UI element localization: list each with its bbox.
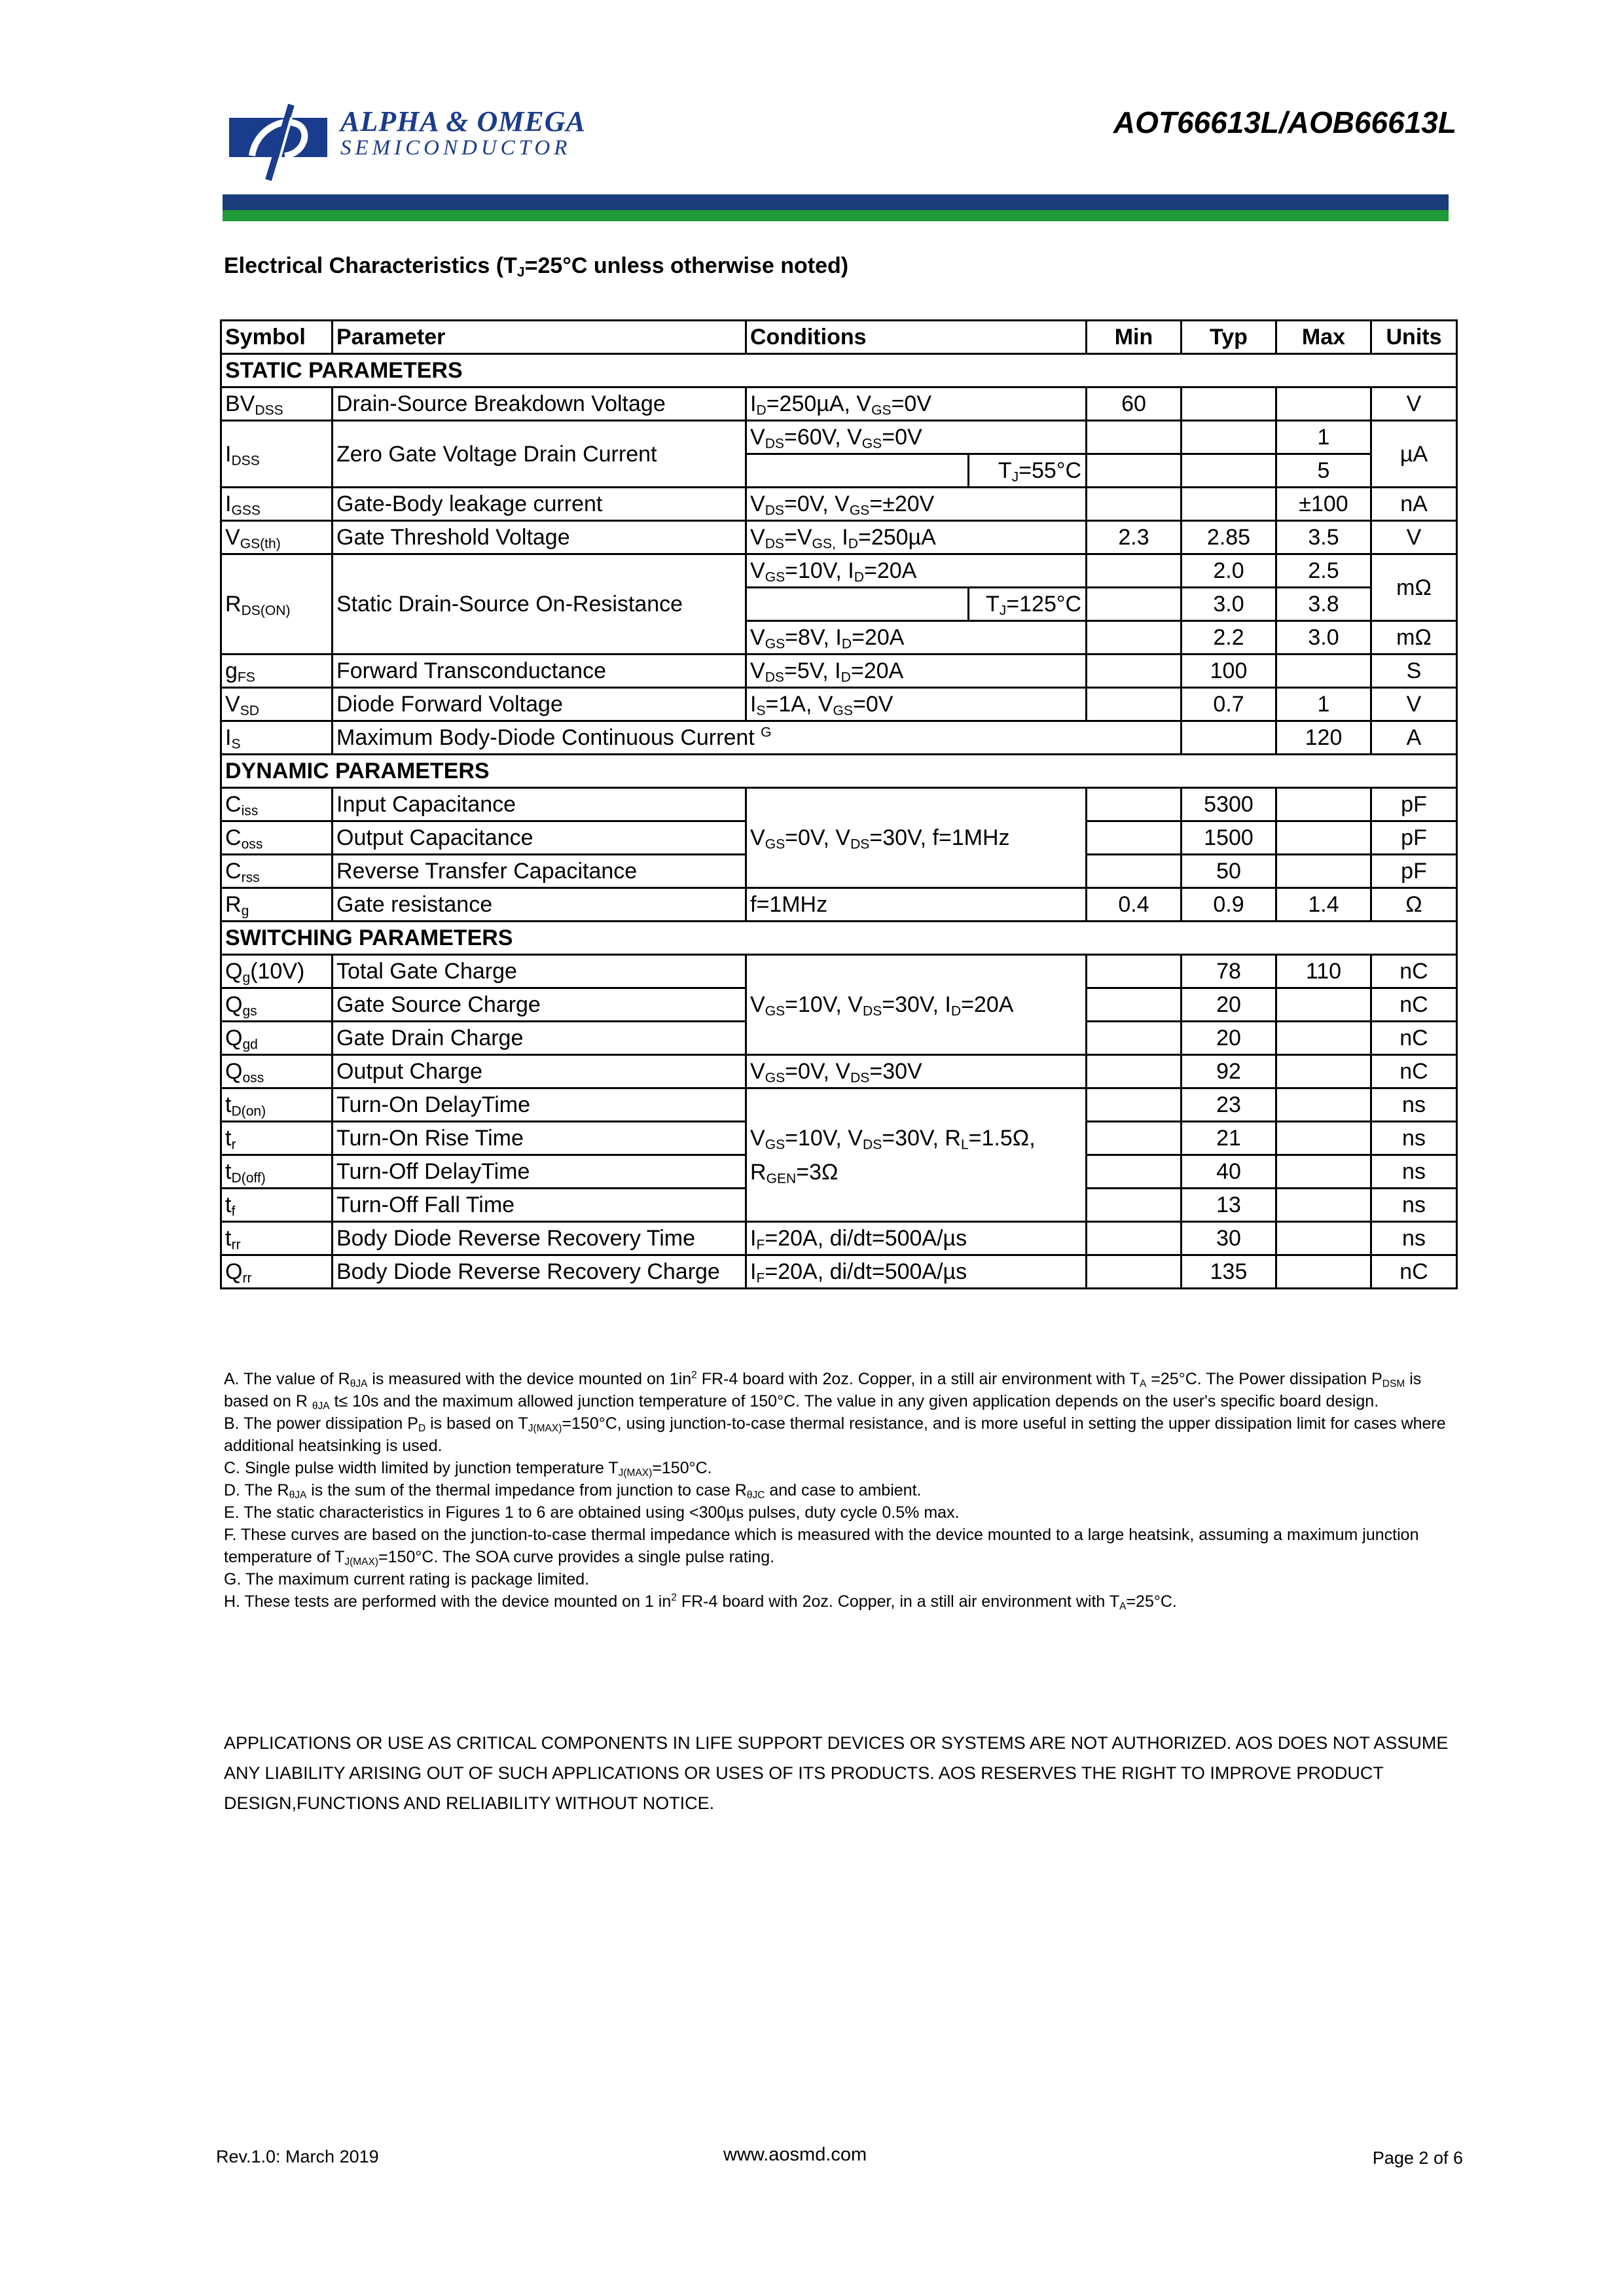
symbol: $R_g$ (221, 888, 333, 922)
table-row (221, 1088, 1457, 1122)
max: 3.8 (1276, 588, 1371, 621)
logo-subtitle: SEMICONDUCTOR (340, 136, 571, 160)
conditions: $V_{DS}=5V$, $I_D=20A$ (746, 655, 1087, 688)
section-title: Electrical Characteristics ($T_J=25^\circ C$ unless otherwise noted) (224, 253, 849, 280)
table-row (221, 1055, 1457, 1088)
unit: V (1371, 688, 1457, 721)
parameter: Diode Forward Voltage (333, 688, 746, 721)
typ: 0.9 (1182, 888, 1276, 922)
table-row (221, 688, 1457, 721)
table-row (221, 1222, 1457, 1255)
typ: 2.85 (1182, 521, 1276, 554)
max: ±100 (1276, 488, 1371, 521)
note-a: A. The value of $R_{\theta JA}$ is measured with the device mounted on $1in^2$ FR-4 board with 2oz. Copper, in a still air environment with $T_A =25^\circ C$. The Power dissipation $P_{DSM}$ is based on R $_{\theta JA}$ t≤ 10s and the maximum allowed junction temperature of 150°C. The value in any given application depends on the user's specific board design. (224, 1369, 1422, 1412)
symbol: $C_{rss}$ (221, 855, 333, 888)
parameter: Gate-Body leakage current (333, 488, 746, 521)
note-h: H. These tests are performed with the device mounted on 1 $in^2$ FR-4 board with 2oz. Copper, in a still air environment with $T_A=25^\circ C$. (224, 1592, 1177, 1612)
conditions: $V_{DS}=0V$, $V_{GS}=\pm 20V$ (746, 488, 1087, 521)
unit: V (1371, 521, 1457, 554)
max: 110 (1276, 955, 1371, 988)
conditions: $V_{GS}=0V$, $V_{DS}=30V$ (746, 1055, 1087, 1088)
typ: 2.0 (1182, 554, 1276, 588)
conditions: $V_{GS}=10V$, $I_D=20A$ (746, 554, 1087, 588)
unit: mΩ (1371, 554, 1457, 621)
unit: pF (1371, 788, 1457, 821)
website-link[interactable]: www.aosmd.com (723, 2144, 867, 2165)
symbol: $t_{D(on)}$ (221, 1088, 333, 1122)
symbol: $BV_{DSS}$ (221, 387, 333, 421)
logo-name: ALPHA & OMEGA (340, 105, 586, 137)
note-c: C. Single pulse width limited by junction temperature $T_{J(MAX)}=150^\circ C$. (224, 1459, 712, 1479)
typ: 20 (1182, 988, 1276, 1022)
symbol: $t_r$ (221, 1122, 333, 1155)
typ: 50 (1182, 855, 1276, 888)
header-bar-green (223, 210, 1449, 221)
symbol: $R_{DS(ON)}$ (221, 554, 333, 655)
header-bar-blue (223, 194, 1449, 210)
header-symbol: Symbol (221, 321, 333, 354)
table-row (221, 554, 1457, 588)
typ: 23 (1182, 1088, 1276, 1122)
max: 3.0 (1276, 621, 1371, 655)
typ: 13 (1182, 1189, 1276, 1222)
table-row (221, 1255, 1457, 1289)
typ: 21 (1182, 1122, 1276, 1155)
conditions: $I_D=250\mu A$, $V_{GS}=0V$ (746, 387, 1087, 421)
note-e: E. The static characteristics in Figures 1 to 6 are obtained using <300µs pulses, duty cycle 0.5% max. (224, 1503, 960, 1522)
unit: nA (1371, 488, 1457, 521)
parameter: Body Diode Reverse Recovery Time (333, 1222, 746, 1255)
max: 3.5 (1276, 521, 1371, 554)
max (1276, 387, 1371, 421)
parameter: Body Diode Reverse Recovery Charge (333, 1255, 746, 1289)
parameter: Reverse Transfer Capacitance (333, 855, 746, 888)
symbol: $I_{GSS}$ (221, 488, 333, 521)
unit: pF (1371, 855, 1457, 888)
symbol: $Q_{rr}$ (221, 1255, 333, 1289)
table-row (221, 387, 1457, 421)
parameter: Gate Drain Charge (333, 1022, 746, 1055)
table-row (221, 655, 1457, 688)
page-number: Page 2 of 6 (1372, 2148, 1463, 2168)
table-row (221, 521, 1457, 554)
header-min: Min (1087, 321, 1182, 354)
header-units: Units (1371, 321, 1457, 354)
symbol: $V_{GS(th)}$ (221, 521, 333, 554)
typ: 5300 (1182, 788, 1276, 821)
conditions: $V_{GS}=0V$, $V_{DS}=30V$, f=1MHz (746, 788, 1087, 888)
symbol: $Q_{oss}$ (221, 1055, 333, 1088)
typ: 2.2 (1182, 621, 1276, 655)
parameter: Turn-Off Fall Time (333, 1189, 746, 1222)
parameter: Turn-On DelayTime (333, 1088, 746, 1122)
symbol: $t_f$ (221, 1189, 333, 1222)
header-max: Max (1276, 321, 1371, 354)
conditions: $V_{GS}=10V$, $V_{DS}=30V$, $I_D=20A$ (746, 955, 1087, 1055)
company-logo (229, 98, 635, 183)
section-static: STATIC PARAMETERS (221, 354, 1457, 387)
max: 5 (1276, 454, 1371, 488)
conditions: $I_F=20A$, di/dt=500A/µs (746, 1222, 1087, 1255)
unit: ns (1371, 1155, 1457, 1189)
max: 120 (1276, 721, 1371, 755)
unit: mΩ (1371, 621, 1457, 655)
symbol: $C_{oss}$ (221, 821, 333, 855)
typ: 40 (1182, 1155, 1276, 1189)
typ: 3.0 (1182, 588, 1276, 621)
symbol: $I_S$ (221, 721, 333, 755)
parameter: Turn-On Rise Time (333, 1122, 746, 1155)
header-typ: Typ (1182, 321, 1276, 354)
note-d: D. The $R_{\theta JA}$ is the sum of the thermal impedance from junction to case $R_{\theta JC}$ and case to ambient. (224, 1481, 922, 1501)
parameter: Output Capacitance (333, 821, 746, 855)
section-dynamic: DYNAMIC PARAMETERS (221, 755, 1457, 788)
symbol: $V_{SD}$ (221, 688, 333, 721)
unit: ns (1371, 1222, 1457, 1255)
conditions: $V_{GS}=10V$, $V_{DS}=30V$, $R_L=1.5\Omega$, $R_{GEN}=3\Omega$ (746, 1088, 1087, 1222)
section-switching: SWITCHING PARAMETERS (221, 922, 1457, 955)
unit: ns (1371, 1189, 1457, 1222)
typ: 92 (1182, 1055, 1276, 1088)
typ (1182, 387, 1276, 421)
note-g: G. The maximum current rating is package limited. (224, 1570, 590, 1588)
min: 2.3 (1087, 521, 1182, 554)
electrical-characteristics-table (220, 319, 1458, 1289)
unit: ns (1371, 1122, 1457, 1155)
parameter: Gate Threshold Voltage (333, 521, 746, 554)
typ: 78 (1182, 955, 1276, 988)
unit: ns (1371, 1088, 1457, 1122)
table-row (221, 721, 1457, 755)
max: 1 (1276, 421, 1371, 454)
parameter: Output Charge (333, 1055, 746, 1088)
unit: µA (1371, 421, 1457, 488)
header-parameter: Parameter (333, 321, 746, 354)
parameter: Drain-Source Breakdown Voltage (333, 387, 746, 421)
conditions: $V_{DS}=V_{GS,}$ $I_D=250\mu A$ (746, 521, 1087, 554)
parameter: Turn-Off DelayTime (333, 1155, 746, 1189)
unit: nC (1371, 1255, 1457, 1289)
max: 1.4 (1276, 888, 1371, 922)
typ: 20 (1182, 1022, 1276, 1055)
typ: 135 (1182, 1255, 1276, 1289)
typ: 30 (1182, 1222, 1276, 1255)
symbol: $Q_{gd}$ (221, 1022, 333, 1055)
note-f: F. These curves are based on the junction-to-case thermal impedance which is measured with the device mounted to a large heatsink, assuming a maximum junction temperature of $T_{J(MAX)}=150^\circ C$. The SOA curve provides a single pulse rating. (224, 1526, 1419, 1568)
unit: nC (1371, 988, 1457, 1022)
conditions: $V_{DS}=60V$, $V_{GS}=0V$ (746, 421, 1087, 454)
note-b: B. The power dissipation $P_D$ is based on $T_{J(MAX)}=150^\circ C$, using junction-to-case thermal resistance, and is more useful in setting the upper dissipation limit for cases where additional heatsinking is used. (224, 1414, 1446, 1455)
symbol: $g_{FS}$ (221, 655, 333, 688)
conditions: f=1MHz (746, 888, 1087, 922)
alpha-omega-logo-icon (229, 98, 334, 183)
max: 1 (1276, 688, 1371, 721)
typ: 1500 (1182, 821, 1276, 855)
unit: S (1371, 655, 1457, 688)
parameter: Input Capacitance (333, 788, 746, 821)
unit: pF (1371, 821, 1457, 855)
min: 0.4 (1087, 888, 1182, 922)
symbol: $t_{rr}$ (221, 1222, 333, 1255)
unit: Ω (1371, 888, 1457, 922)
min: 60 (1087, 387, 1182, 421)
liability-warning: APPLICATIONS OR USE AS CRITICAL COMPONENTS IN LIFE SUPPORT DEVICES OR SYSTEMS ARE NOT AUTHORIZED. AOS DOES NOT ASSUME ANY LIABILITY ARISING OUT OF SUCH APPLICATIONS OR USES OF ITS PRODUCTS. AOS RESERVES THE RIGHT TO IMPROVE PRODUCT DESIGN,FUNCTIONS AND RELIABILITY WITHOUT NOTICE. (224, 1733, 1449, 1813)
parameter: Static Drain-Source On-Resistance (333, 554, 746, 655)
parameter: Gate resistance (333, 888, 746, 922)
table-row (221, 421, 1457, 454)
unit: nC (1371, 1022, 1457, 1055)
parameter: Gate Source Charge (333, 988, 746, 1022)
unit: nC (1371, 1055, 1457, 1088)
symbol: $Q_g(10V)$ (221, 955, 333, 988)
parameter: Forward Transconductance (333, 655, 746, 688)
symbol: $C_{iss}$ (221, 788, 333, 821)
conditions: $V_{GS}=8V$, $I_D=20A$ (746, 621, 1087, 655)
symbol: $t_{D(off)}$ (221, 1155, 333, 1189)
revision: Rev.1.0: March 2019 (216, 2147, 379, 2166)
conditions-temp: $T_J=125^\circ C$ (969, 588, 1087, 621)
max: 2.5 (1276, 554, 1371, 588)
parameter: Maximum Body-Diode Continuous Current $^G$ (333, 721, 1182, 755)
parameter: Total Gate Charge (333, 955, 746, 988)
part-number: AOT66613L/AOB66613L (1113, 105, 1456, 139)
unit: A (1371, 721, 1457, 755)
table-row (221, 488, 1457, 521)
table-row (221, 888, 1457, 922)
unit: V (1371, 387, 1457, 421)
unit: nC (1371, 955, 1457, 988)
conditions: $I_S=1A$, $V_{GS}=0V$ (746, 688, 1087, 721)
table-header-row (221, 321, 1457, 354)
parameter: Zero Gate Voltage Drain Current (333, 421, 746, 488)
table-row (221, 788, 1457, 821)
header-conditions: Conditions (746, 321, 1087, 354)
symbol: $Q_{gs}$ (221, 988, 333, 1022)
conditions: $I_F=20A$, di/dt=500A/µs (746, 1255, 1087, 1289)
footnotes (224, 1368, 1454, 1613)
typ: 100 (1182, 655, 1276, 688)
symbol: $I_{DSS}$ (221, 421, 333, 488)
typ: 0.7 (1182, 688, 1276, 721)
table-row (221, 955, 1457, 988)
conditions-temp: $T_J=55^\circ C$ (969, 454, 1087, 488)
